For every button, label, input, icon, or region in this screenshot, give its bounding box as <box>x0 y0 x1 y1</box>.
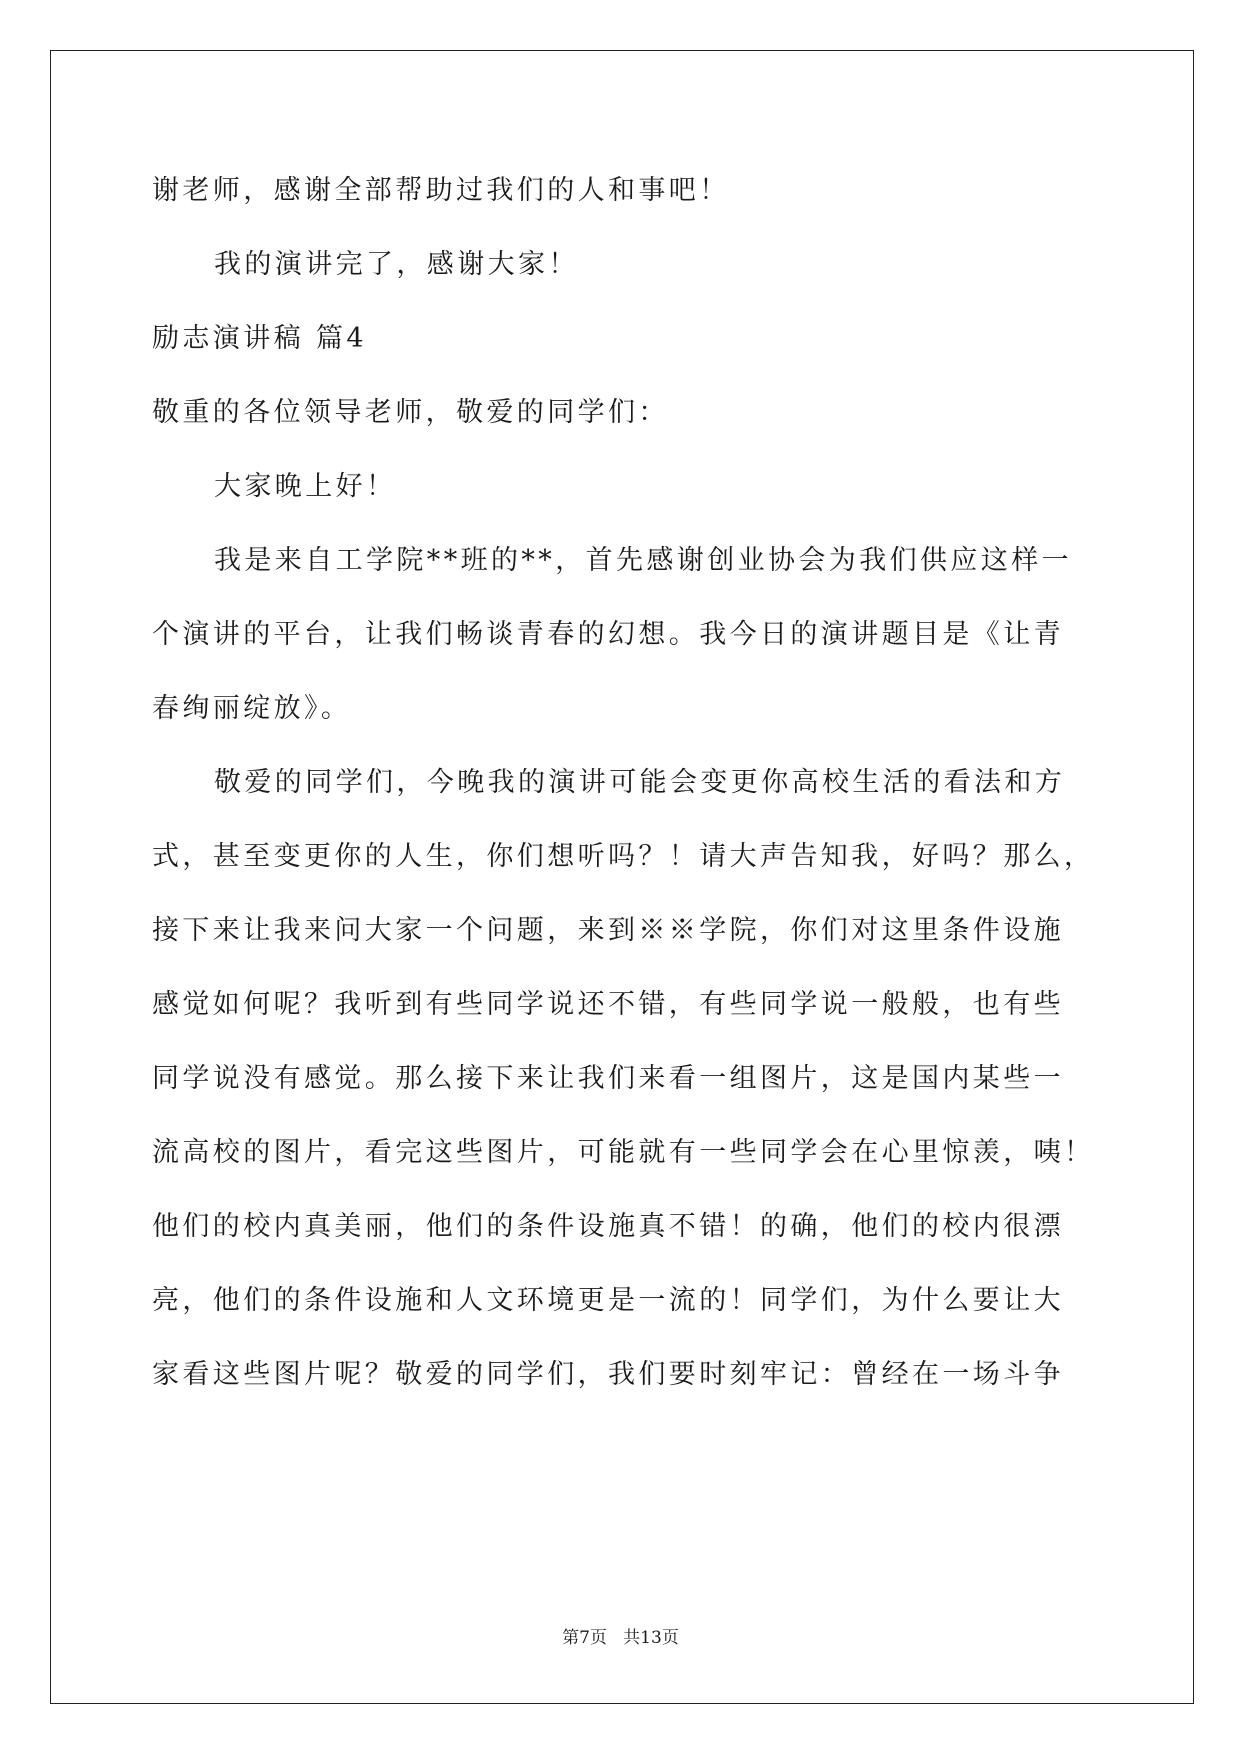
text-line: 式，甚至变更你的人生，你们想听吗？！请大声告知我，好吗？那么， <box>152 841 1095 872</box>
greeting: 大家晚上好！ <box>214 471 397 502</box>
text-line: 流高校的图片，看完这些图片，可能就有一些同学会在心里惊羡，咦！ <box>152 1137 1095 1168</box>
page-number: 第7页 共13页 <box>562 1628 679 1648</box>
page-border <box>50 50 1194 1704</box>
text-line: 我的演讲完了，感谢大家！ <box>214 249 579 280</box>
text-line: 同学说没有感觉。那么接下来让我们来看一组图片，这是国内某些一 <box>152 1063 1064 1094</box>
text-line: 谢老师，感谢全部帮助过我们的人和事吧！ <box>152 175 730 206</box>
salutation: 敬重的各位领导老师，敬爱的同学们： <box>152 397 669 428</box>
text-line: 他们的校内真美丽，他们的条件设施真不错！的确，他们的校内很漂 <box>152 1211 1064 1242</box>
text-line: 我是来自工学院**班的**，首先感谢创业协会为我们供应这样一 <box>214 545 1072 576</box>
text-line: 家看这些图片呢？敬爱的同学们，我们要时刻牢记：曾经在一场斗争 <box>152 1359 1064 1390</box>
section-heading: 励志演讲稿 篇4 <box>152 323 367 354</box>
text-line: 接下来让我来问大家一个问题，来到※※学院，你们对这里条件设施 <box>152 915 1064 946</box>
text-line: 敬爱的同学们，今晚我的演讲可能会变更你高校生活的看法和方 <box>214 767 1066 798</box>
text-line: 感觉如何呢？我听到有些同学说还不错，有些同学说一般般，也有些 <box>152 989 1064 1020</box>
text-line: 个演讲的平台，让我们畅谈青春的幻想。我今日的演讲题目是《让青 <box>152 619 1064 650</box>
text-line: 亮，他们的条件设施和人文环境更是一流的！同学们，为什么要让大 <box>152 1285 1064 1316</box>
text-line: 春绚丽绽放》。 <box>152 693 352 724</box>
